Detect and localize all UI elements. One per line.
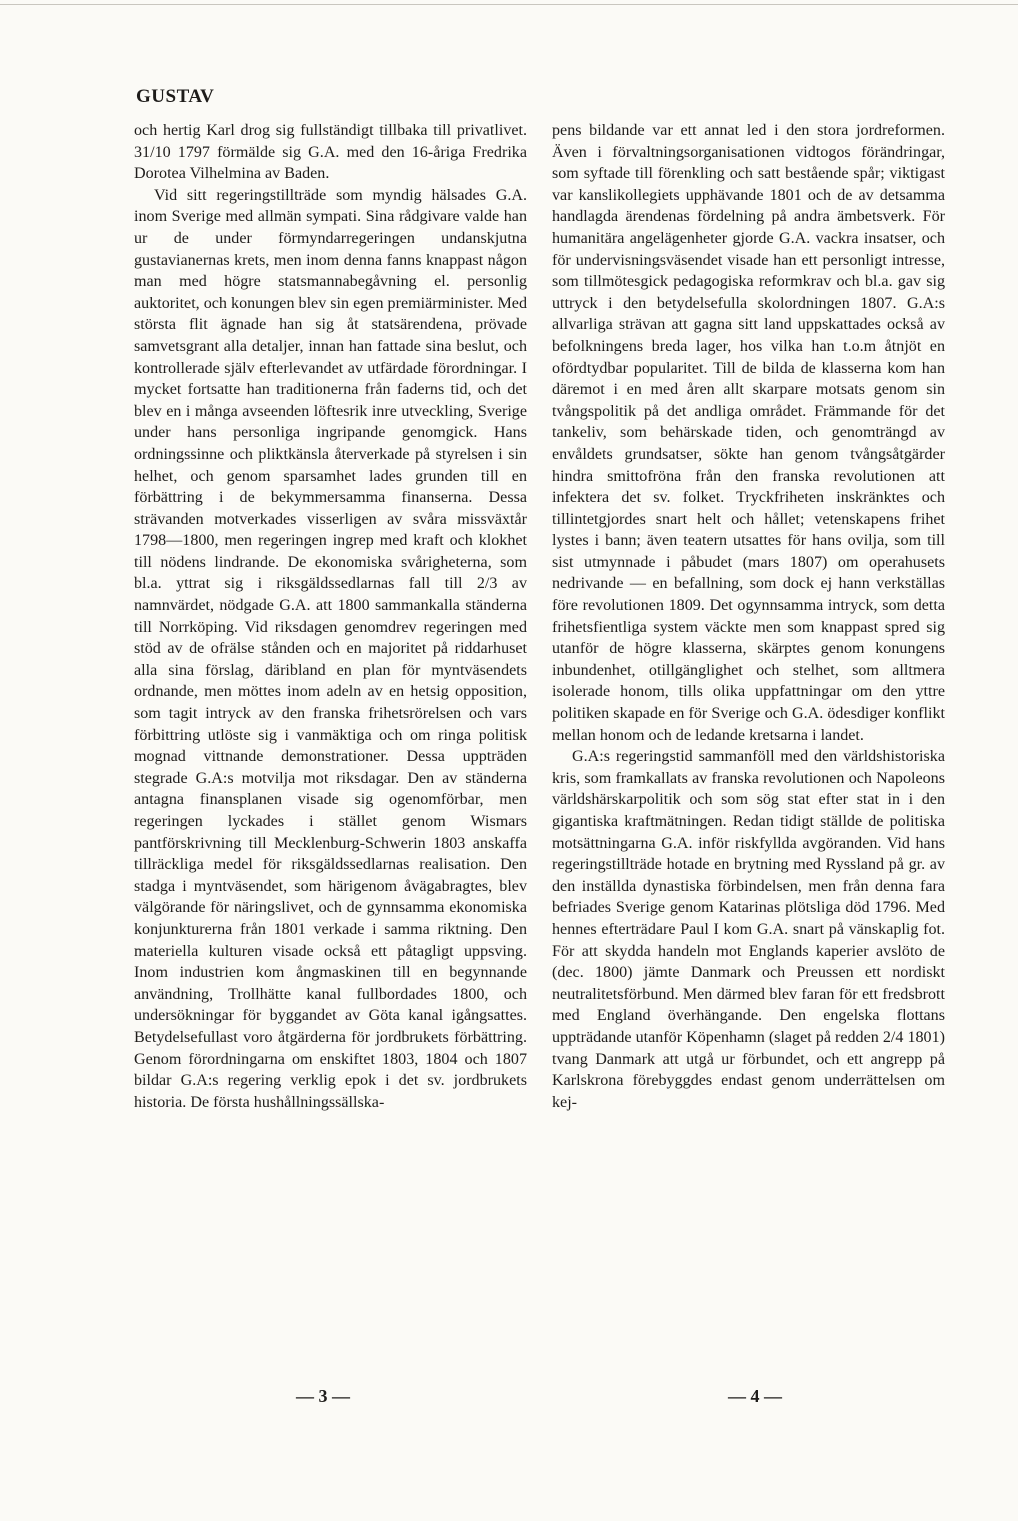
page-number-right: — 4 —: [728, 1386, 782, 1406]
right-column: [552, 120, 945, 1113]
running-header: GUSTAV: [136, 86, 215, 107]
paragraph: och hertig Karl drog sig fullständigt tillbaka till privatlivet. 31/10 1797 förmälde sig G.A. med den 16-åriga Fredrika Dorotea Vilhelmina av Baden.: [134, 122, 527, 183]
paragraph: Vid sitt regeringstillträde som myndig hälsades G.A. inom Sverige med allmän sympati. Sina rådgivare valde han ur de under förmyndarregeringen undanskjutna gustavianernas krets, men inom denna fanns knappast någon man med högre statsmannabegåvning el. personlig auktoritet, och konungen blev sin egen premiärminister. Med största flit ägnade han sig åt statsärendena, prövade samvetsgrant alla detaljer, innan han fattade sina beslut, och kontrollerade själv efterlevandet av utfärdade förordningar. I mycket fortsatte han traditionerna från faderns tid, och det blev en i många avseenden löftesrik inre utveckling, Sverige under hans personliga ingripande genomgick. Hans ordningssinne och pliktkänsla återverkade på styrelsen i sin helhet, och genom sparsamhet lades grunden till en förbättring i de bekymmersamma finanserna. Dessa strävanden motverkades visserligen av svåra missväxtår 1798—1800, men regeringen ingrep med kraft och klokhet till nödens lindrande. De ekonomiska svårigheterna, som bl.a. yttrat sig i riksgäldssedlarnas fall till 2/3 av namnvärdet, nödgade G.A. att 1800 sammankalla ständerna till Norrköping. Vid riksdagen genomdrev regeringen med stöd av de ofrälse stånden och en majoritet på riddarhuset alla sina förslag, däribland en plan för myntväsendets ordnande, men möttes inom adeln av en hetsig opposition, som tagit intryck av den franska frihetsrörelsen och vars förbittring utlöste sig i vanmäktiga och om ringa politisk mognad vittnande demonstrationer. Dessa uppträden stegrade G.A:s motvilja mot riksdagar. Den av ständerna antagna finansplanen visade sig ogenomförbar, men regeringen lyckades i stället genom Wismars pantförskrivning till Mecklenburg-Schwerin 1803 anskaffa tillräckliga medel för riksgäldssedlarnas realisation. Den stadga i myntväsendet, som härigenom åvägabragtes, blev välgörande för näringslivet, och de gynnsamma ekonomiska konjunkturerna från 1801 verkade i samma riktning. Den materiella kulturen visade också ett påtagligt uppsving. Inom industrien kom ångmaskinen till en begynnande användning, Trollhätte kanal fullbordades 1800, och undersökningar för byggandet av Göta kanal igångsattes. Betydelsefullast voro åtgärderna för jordbrukets förbättring. Genom förordningarna om enskiftet 1803, 1804 och 1807 bildar G.A:s regering verklig epok i det sv. jordbrukets historia. De första hushållningssällska-: [134, 186, 527, 1111]
page-number-left: — 3 —: [296, 1386, 350, 1406]
paragraph: pens bildande var ett annat led i den stora jordreformen. Även i förvaltningsorganisationen vidtogos förändringar, som syftade till förenkling och satt bestående spår; viktigast var kanslikollegiets upphävande 1801 och de av detsamma handlagda ärendenas fördelning på andra ämbetsverk. För humanitära angelägenheter gjorde G.A. vackra insatser, och för undervisningsväsendet visade han ett personligt intresse, som tillmötesgick pedagogiska reformkrav och bl.a. gav sig uttryck i den betydelsefulla skolordningen 1807. G.A:s allvarliga strävan att gagna sitt land uppskattades också av befolkningens breda lager, hos vilka han t.o.m åtnjöt en ofördtydbar popularitet. Till de bilda de klasserna kom han däremot i en med åren allt skarpare motsats genom sin tvångspolitik på det andliga området. Främmande för det tankeliv, som behärskade tiden, och genomträngd av envåldets grundsatser, sökte han genom tvångsåtgärder hindra smittofröna från den franska revolutionen att infektera det sv. folket. Tryckfriheten inskränktes och tillintetgjordes snart helt och hållet; vetenskapens frihet lystes i bann; även teatern utsattes för hans ovilja, som till sist utmynnade i påbudet (mars 1807) om operahusets nedrivande — en befallning, som dock ej hann verkställas före revolutionen 1809. Det ogynnsamma intryck, som detta frihetsfientliga system väckte men som knappast spred sig utanför de högre klasserna, skärptes genom konungens inbundenhet, otillgänglighet och stelhet, som alltmera isolerade honom, tills olika uppfattningar om den yttre politiken skapade en för Sverige och G.A. ödesdiger konflikt mellan honom och de ledande kretsarna i landet.: [552, 122, 945, 744]
paragraph: G.A:s regeringstid sammanföll med den världshistoriska kris, som framkallats av franska revolutionen och Napoleons världshärskarpolitik och som sög stat efter stat in i den gigantiska kraftmätningen. Redan tidigt ställde de politiska motsättningarna G.A. inför riskfyllda avgöranden. Vid hans regeringstillträde hotade en brytning med Ryssland på gr. av den inställda dynastiska förbindelsen, men från denna fara befriades Sverige genom Katarinas plötsliga död 1796. Med hennes efterträdare Paul I kom G.A. snart på vänskaplig fot. För att skydda handeln mot Englands kaperier avslöto de (dec. 1800) jämte Danmark och Preussen ett nordiskt neutralitetsförbund. Men därmed blev faran för ett fredsbrott med England överhängande. Den engelska flottans uppträdande utanför Köpenhamn (slaget på redden 2/4 1801) tvang Danmark att utgå ur förbundet, och ett angrepp på Karlskrona förebyggdes endast genom underrättelsen om kej-: [552, 748, 945, 1111]
page-top-rule: [0, 4, 1018, 5]
left-column: [134, 120, 527, 1113]
